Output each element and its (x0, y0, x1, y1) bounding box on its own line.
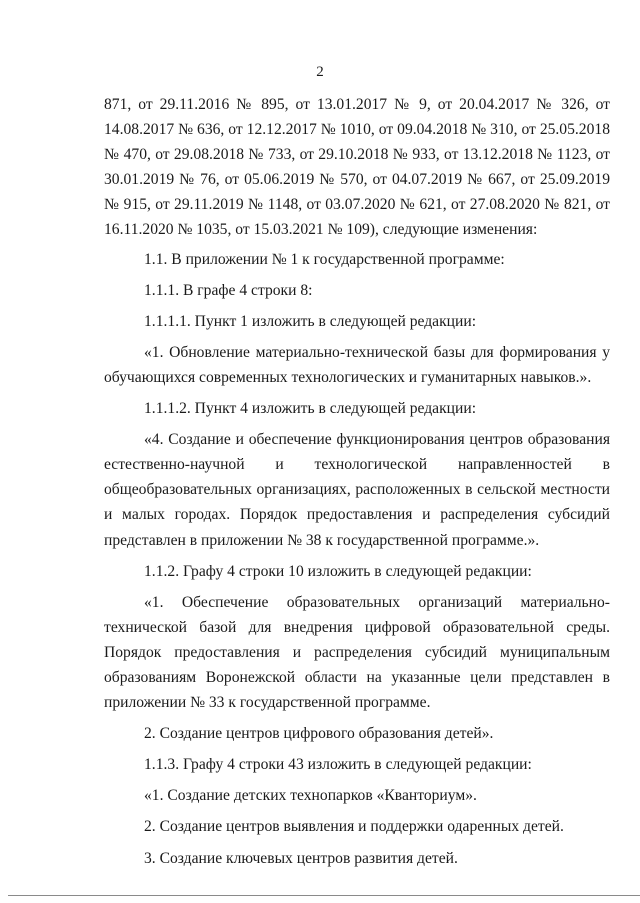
paragraph-amendments-list: 871, от 29.11.2016 № 895, от 13.01.2017 № 9, от 20.04.2017 № 326, от 14.08.2017 № 636, от 12.12.2017 № 1010, от 09.04.2018 № 310, от 25.05.2018 № 470, от 29.08.2018 № 733, от 29.10.2018 № 933, от 13.12.2018 № 1123, от 30.01.2019 № 76, от 05.06.2019 № 570, от 04.07.2019 № 667, от 25.09.2019 № 915, от 29.11.2019 № 1148, от 03.07.2020 № 621, от 27.08.2020 № 821, от 16.11.2020 № 1035, от 15.03.2021 № 109), следующие изменения: (104, 96, 610, 239)
document-body (104, 92, 610, 871)
paragraph-quote-kvantorium: «1. Создание детских технопарков «Кванториум». (144, 787, 477, 805)
paragraph-item-1-1: 1.1. В приложении № 1 к государственной программе: (144, 250, 505, 268)
paragraph-quote-point-1: «1. Обновление материально-технической базы для формирования у обучающихся современных технологических и гуманитарных навыков.». (104, 343, 610, 386)
footer-divider (8, 895, 640, 896)
page-number: 2 (316, 64, 324, 80)
paragraph-item-1-1-1: 1.1.1. В графе 4 строки 8: (144, 281, 313, 299)
paragraph-item-1-1-1-2: 1.1.1.2. Пункт 4 изложить в следующей редакции: (144, 400, 477, 418)
paragraph-quote-point-4: «4. Создание и обеспечение функционирования центров образования естественно-научной и технологической направленностей в общеобразовательных организациях, расположенных в сельской местности и малых городах. Порядок предоставления и распределения субсидий представлен в приложении № 38 к государственной программе.». (104, 431, 610, 549)
paragraph-key-development-centers: 3. Создание ключевых центров развития детей. (144, 849, 458, 867)
paragraph-item-1-1-1-1: 1.1.1.1. Пункт 1 изложить в следующей редакции: (144, 312, 477, 330)
paragraph-item-1-1-2: 1.1.2. Графу 4 строки 10 изложить в следующей редакции: (144, 562, 532, 580)
paragraph-item-1-1-3: 1.1.3. Графу 4 строки 43 изложить в следующей редакции: (144, 756, 532, 774)
paragraph-digital-centers: 2. Создание центров цифрового образования детей». (144, 725, 494, 743)
paragraph-quote-digital-environment: «1. Обеспечение образовательных организаций материально-технической базой для внедрения цифровой образовательной среды. Порядок предоставления и распределения субсидий муниципальным образованиям Воронежской области на указанные цели представлен в приложении № 33 к государственной программе. (104, 593, 610, 712)
paragraph-gifted-children-centers: 2. Создание центров выявления и поддержки одаренных детей. (144, 818, 564, 836)
